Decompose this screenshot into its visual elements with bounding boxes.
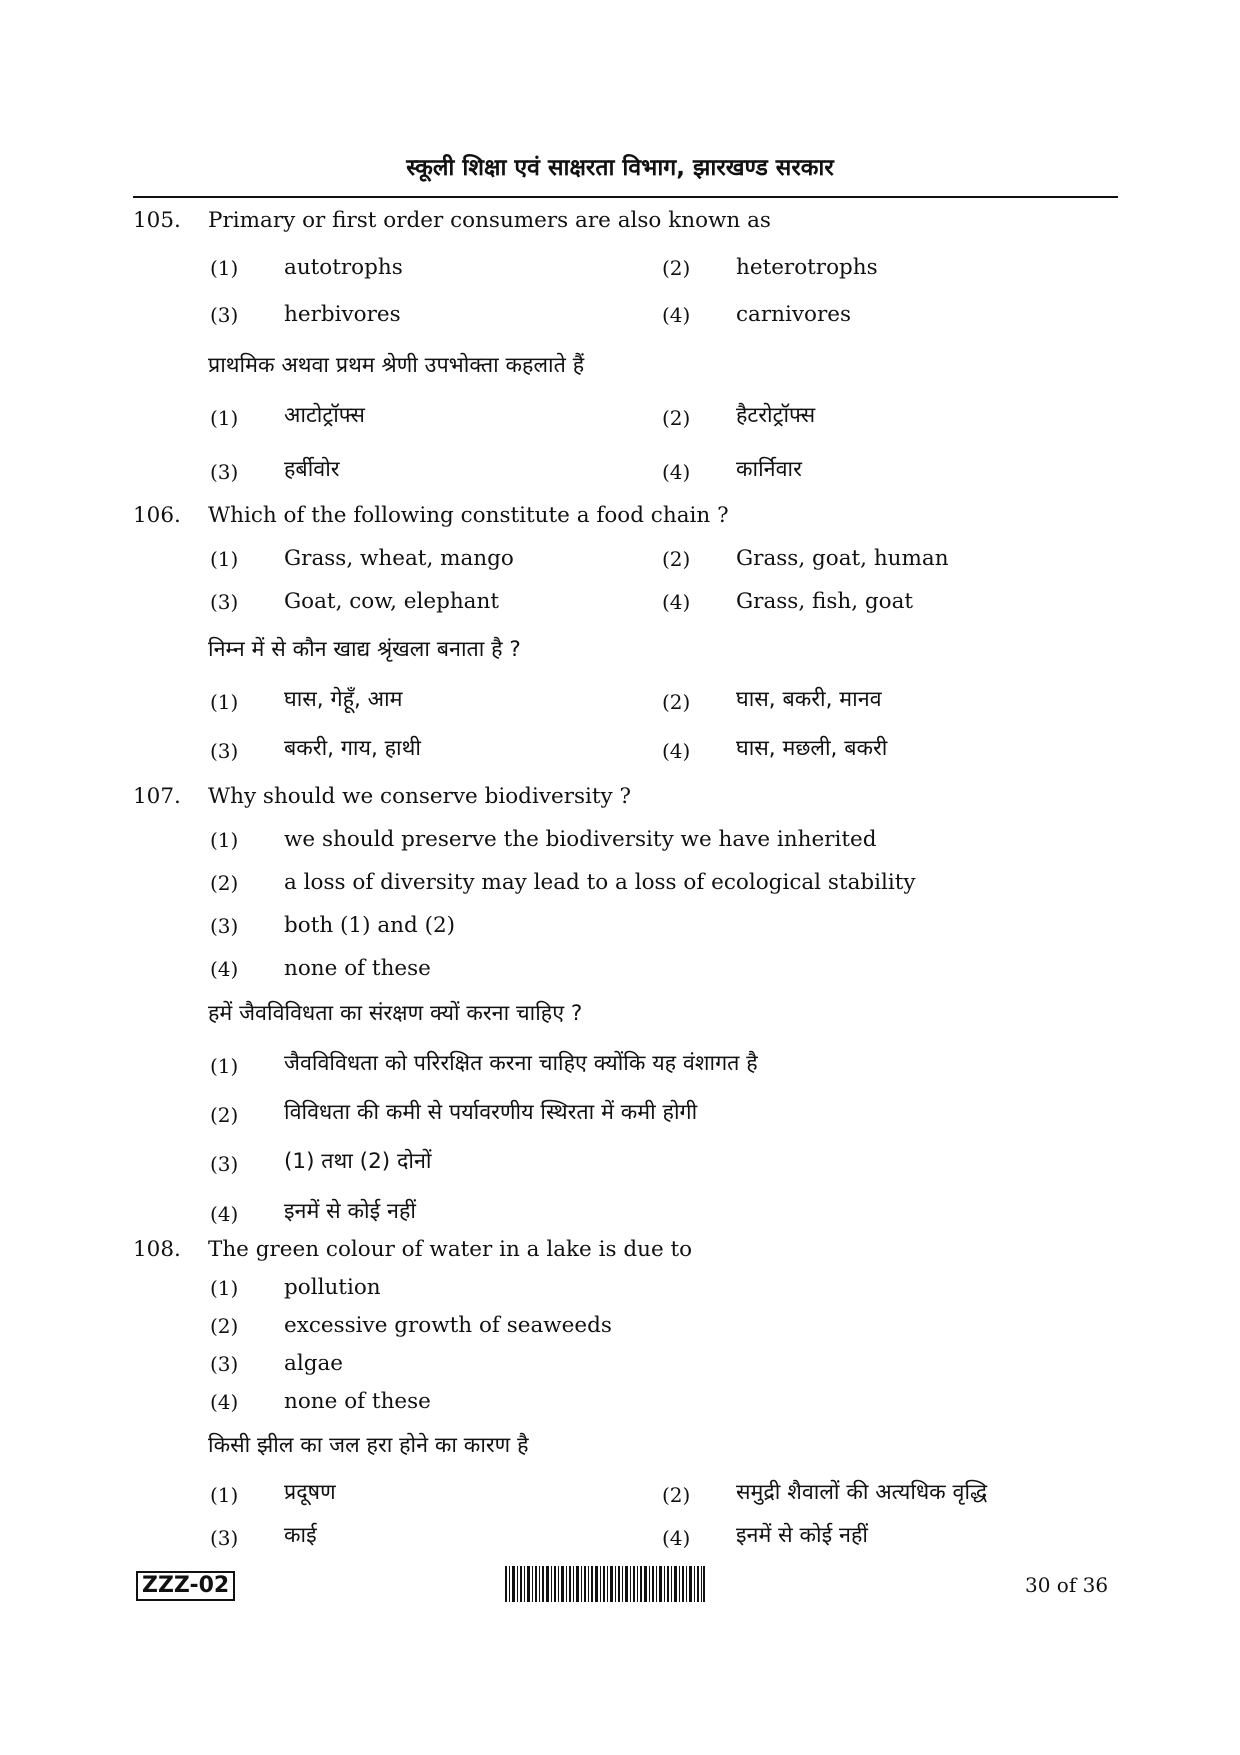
option-text: कार्निवार	[736, 457, 802, 482]
option-text: आटोट्रॉफ्स	[284, 403, 365, 428]
option-text: algae	[284, 1351, 343, 1376]
option-number: (4)	[210, 1202, 239, 1226]
question-text-hi: किसी झील का जल हरा होने का कारण है	[208, 1433, 529, 1458]
option-number: (3)	[210, 1352, 239, 1376]
option-text: इनमें से कोई नहीं	[736, 1523, 868, 1548]
option-text: घास, गेहूँ, आम	[284, 687, 403, 712]
question-text-en: The green colour of water in a lake is due to	[208, 1237, 693, 1262]
option-text: हर्बीवोर	[284, 457, 340, 482]
option-number: (2)	[662, 547, 691, 571]
option-number: (2)	[210, 1103, 239, 1127]
option-text: herbivores	[284, 302, 401, 327]
option-text: घास, बकरी, मानव	[736, 687, 882, 712]
option-number: (4)	[662, 1526, 691, 1550]
option-number: (4)	[662, 739, 691, 763]
option-number: (2)	[210, 1314, 239, 1338]
option-text: heterotrophs	[736, 255, 878, 280]
question-text-en: Primary or first order consumers are also known as	[208, 208, 771, 233]
option-number: (2)	[662, 406, 691, 430]
option-text: Grass, goat, human	[736, 546, 949, 571]
question-text-en: Which of the following constitute a food chain ?	[208, 503, 729, 528]
option-number: (3)	[210, 590, 239, 614]
question-number: 107.	[133, 784, 181, 809]
option-text: घास, मछली, बकरी	[736, 736, 888, 761]
option-text: carnivores	[736, 302, 851, 327]
option-number: (3)	[210, 739, 239, 763]
option-number: (1)	[210, 690, 239, 714]
option-text: बकरी, गाय, हाथी	[284, 736, 421, 761]
option-number: (1)	[210, 547, 239, 571]
option-text: Grass, fish, goat	[736, 589, 914, 614]
option-number: (3)	[210, 1152, 239, 1176]
option-number: (4)	[210, 1390, 239, 1414]
option-number: (3)	[210, 460, 239, 484]
option-text: (1) तथा (2) दोनों	[284, 1149, 432, 1174]
option-text: प्रदूषण	[284, 1480, 336, 1505]
option-number: (3)	[210, 1526, 239, 1550]
barcode	[505, 1566, 705, 1602]
option-text: both (1) and (2)	[284, 913, 456, 938]
question-number: 105.	[133, 208, 181, 233]
department-header: स्कूली शिक्षा एवं साक्षरता विभाग, झारखण्ड सरकार	[406, 155, 834, 181]
option-number: (1)	[210, 828, 239, 852]
option-number: (1)	[210, 1276, 239, 1300]
question-text-hi: निम्न में से कौन खाद्य श्रृंखला बनाता है ?	[208, 637, 521, 662]
option-number: (2)	[662, 1483, 691, 1507]
option-number: (3)	[210, 303, 239, 327]
option-number: (3)	[210, 914, 239, 938]
option-text: हैटरोट्रॉफ्स	[736, 403, 816, 428]
page-number: 30 of 36	[1025, 1573, 1109, 1597]
option-text: काई	[284, 1523, 317, 1548]
option-text: विविधता की कमी से पर्यावरणीय स्थिरता में कमी होगी	[284, 1100, 698, 1125]
question-number: 108.	[133, 1237, 181, 1262]
option-number: (1)	[210, 1054, 239, 1078]
option-text: autotrophs	[284, 255, 403, 280]
option-number: (2)	[662, 256, 691, 280]
option-number: (2)	[210, 871, 239, 895]
option-text: we should preserve the biodiversity we have inherited	[284, 827, 877, 852]
option-number: (2)	[662, 690, 691, 714]
option-text: Goat, cow, elephant	[284, 589, 499, 614]
question-text-hi: हमें जैवविविधता का संरक्षण क्यों करना चाहिए ?	[208, 1001, 583, 1026]
option-text: a loss of diversity may lead to a loss of ecological stability	[284, 870, 916, 895]
option-number: (1)	[210, 1483, 239, 1507]
option-number: (4)	[662, 303, 691, 327]
option-number: (4)	[210, 957, 239, 981]
option-text: Grass, wheat, mango	[284, 546, 514, 571]
option-number: (1)	[210, 406, 239, 430]
option-text: इनमें से कोई नहीं	[284, 1199, 416, 1224]
option-number: (1)	[210, 256, 239, 280]
question-number: 106.	[133, 503, 181, 528]
header-rule	[133, 196, 1118, 198]
option-text: excessive growth of seaweeds	[284, 1313, 612, 1338]
option-text: none of these	[284, 1389, 431, 1414]
option-text: pollution	[284, 1275, 381, 1300]
option-text: none of these	[284, 956, 431, 981]
question-text-hi: प्राथमिक अथवा प्रथम श्रेणी उपभोक्ता कहलाते हैं	[208, 353, 585, 378]
question-text-en: Why should we conserve biodiversity ?	[208, 784, 632, 809]
option-number: (4)	[662, 460, 691, 484]
option-text: जैवविविधता को परिरक्षित करना चाहिए क्योंकि यह वंशागत है	[284, 1051, 758, 1076]
option-number: (4)	[662, 590, 691, 614]
option-text: समुद्री शैवालों की अत्यधिक वृद्धि	[736, 1480, 988, 1505]
paper-code: ZZZ-02	[136, 1571, 235, 1601]
